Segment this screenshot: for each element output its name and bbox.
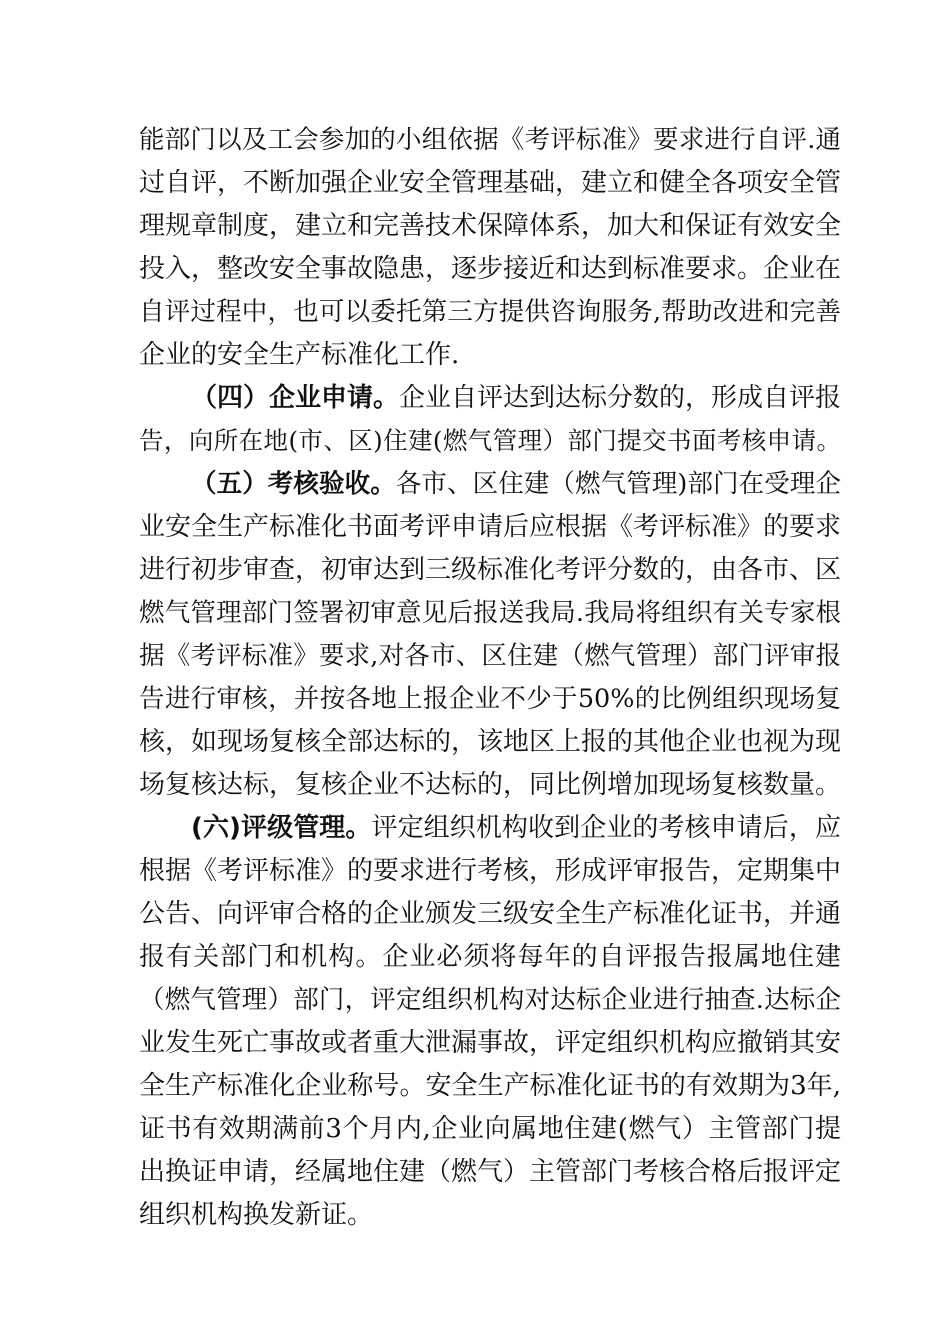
paragraph-line — [139, 595, 841, 631]
paragraph-line — [139, 853, 841, 889]
line-text: 业发生死亡事故或者重大泄漏事故，评定组织机构应撤销其安 — [139, 1028, 842, 1058]
line-text: 各市、区住建（燃气管理)部门在受理企 — [395, 469, 841, 499]
section-heading: （四）企业申请。 — [191, 383, 400, 413]
line-text: 告，向所在地(市、区)住建(燃气管理）部门提交书面考核申请。 — [139, 426, 841, 455]
paragraph-line — [139, 681, 841, 717]
paragraph-line — [139, 122, 841, 158]
line-text: 企业自评达到达标分数的，形成自评报 — [399, 383, 842, 413]
line-text: 证书有效期满前3个月内,企业向属地住建(燃气）主管部门提 — [139, 1114, 841, 1144]
paragraph-line — [139, 638, 841, 674]
paragraph-line — [139, 1197, 841, 1233]
paragraph-line — [139, 337, 841, 373]
paragraph-line — [139, 251, 841, 287]
paragraph-line — [139, 294, 841, 330]
section-heading-line — [191, 810, 841, 846]
line-text: 核，如现场复核全部达标的，该地区上报的其他企业也视为现 — [139, 727, 842, 757]
line-text: 过自评，不断加强企业安全管理基础，建立和健全各项安全管 — [139, 168, 842, 198]
section-heading: (六)评级管理。 — [191, 813, 372, 843]
paragraph-line — [139, 1068, 841, 1104]
line-text: 全生产标准化企业称号。安全生产标准化证书的有效期为3年, — [139, 1071, 841, 1101]
line-text: 组织机构换发新证。 — [139, 1200, 374, 1230]
line-text: 投入，整改安全事故隐患，逐步接近和达到标准要求。企业在 — [139, 254, 842, 284]
paragraph-line — [139, 1025, 841, 1061]
line-text: 进行初步审查，初审达到三级标准化考评分数的，由各市、区 — [139, 555, 842, 585]
line-text: 业安全生产标准化书面考评申请后应根据《考评标准》的要求 — [139, 512, 842, 542]
paragraph-line — [139, 939, 841, 975]
paragraph-line — [139, 509, 841, 545]
paragraph-line — [139, 552, 841, 588]
paragraph-line — [139, 165, 841, 201]
line-text: （燃气管理）部门，评定组织机构对达标企业进行抽查.达标企 — [139, 985, 841, 1015]
line-text: 公告、向评审合格的企业颁发三级安全生产标准化证书，并通 — [139, 899, 842, 929]
line-text: 理规章制度，建立和完善技术保障体系，加大和保证有效安全 — [139, 211, 842, 241]
line-text: 出换证申请，经属地住建（燃气）主管部门考核合格后报评定 — [139, 1157, 842, 1187]
section-heading: （五）考核验收。 — [191, 469, 396, 499]
section-heading-line — [191, 466, 841, 502]
line-text: 根据《考评标准》的要求进行考核，形成评审报告，定期集中 — [139, 856, 842, 886]
paragraph-line — [139, 767, 841, 803]
paragraph-line — [139, 982, 841, 1018]
paragraph-line — [139, 1111, 841, 1147]
line-text: 报有关部门和机构。企业必须将每年的自评报告报属地住建 — [139, 942, 841, 972]
line-text: 告进行审核，并按各地上报企业不少于50%的比例组织现场复 — [139, 684, 841, 714]
line-text: 场复核达标，复核企业不达标的，同比例增加现场复核数量。 — [139, 770, 842, 800]
line-text: 能部门以及工会参加的小组依据《考评标准》要求进行自评.通 — [139, 125, 841, 155]
line-text: 据《考评标准》要求,对各市、区住建（燃气管理）部门评审报 — [139, 641, 841, 671]
line-text: 燃气管理部门签署初审意见后报送我局.我局将组织有关专家根 — [139, 598, 841, 628]
paragraph-line — [139, 1154, 841, 1190]
paragraph-line — [139, 208, 841, 244]
paragraph-line — [139, 724, 841, 760]
line-text: 自评过程中，也可以委托第三方提供咨询服务,帮助改进和完善 — [139, 297, 841, 327]
section-heading-line — [191, 380, 841, 416]
paragraph-line — [139, 423, 841, 459]
line-text: 评定组织机构收到企业的考核申请后，应 — [371, 813, 841, 843]
line-text: 企业的安全生产标准化工作. — [139, 340, 460, 370]
paragraph-line — [139, 896, 841, 932]
